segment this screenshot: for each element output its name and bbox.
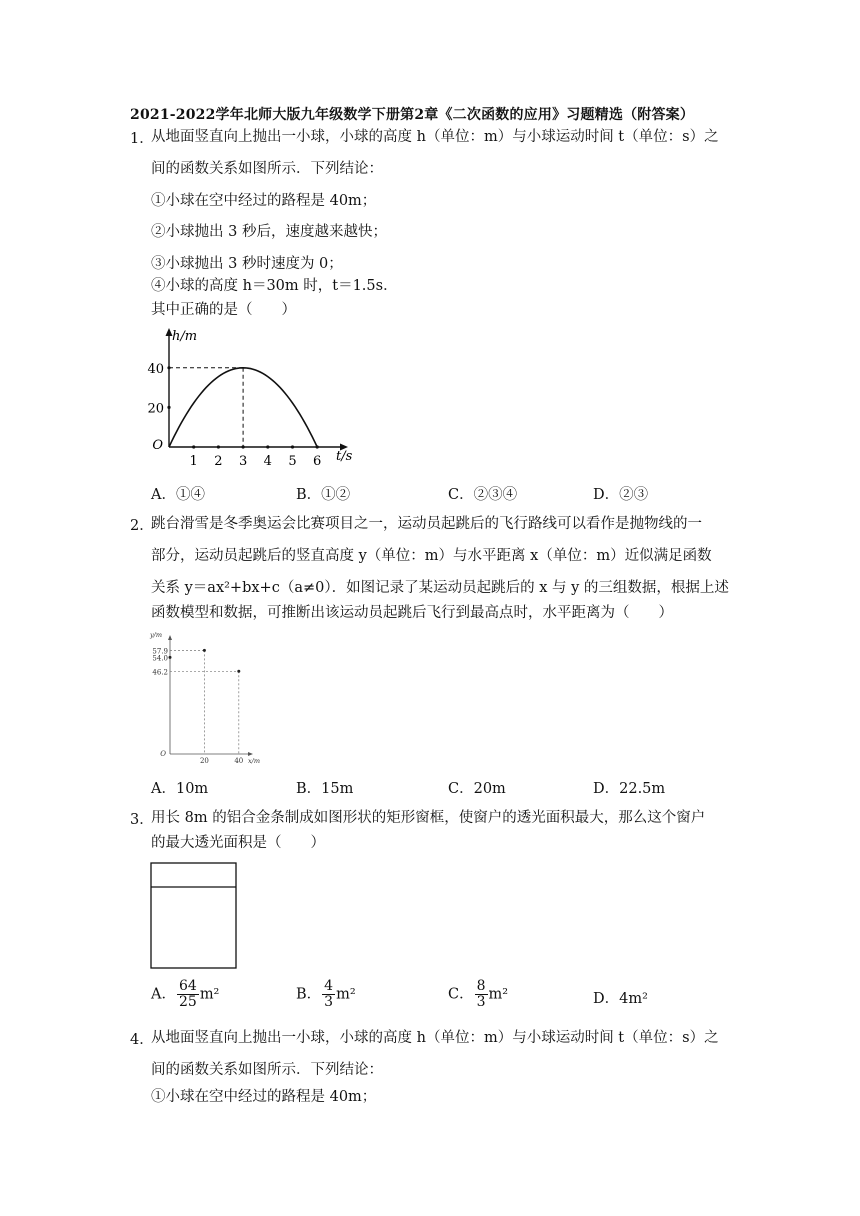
y-tick-label: 20 (147, 401, 164, 417)
y-axis-label: y/m (150, 631, 163, 639)
option-b-numerator: 4 (324, 978, 334, 994)
q2-option-d[interactable]: D．22.5m (593, 781, 666, 797)
q1-statement-2: ②小球抛出 3 秒后，速度越来越快； (151, 224, 387, 240)
x-tick-mark (192, 445, 195, 448)
q3-option-d[interactable] (593, 987, 648, 1008)
option-a-fraction (177, 979, 199, 1010)
origin-label: O (160, 750, 166, 758)
q3-stem-line2: 的最大透光面积是（ ） (151, 835, 325, 851)
y-tick-label: 54.0 (152, 654, 168, 663)
x-tick-mark (242, 445, 245, 448)
option-c-denominator: 3 (476, 994, 486, 1010)
q2-stem-line2: 部分，运动员起跳后的竖直高度 y（单位：m）与水平距离 x（单位：m）近似满足函数 (151, 548, 712, 564)
data-point (203, 649, 206, 652)
q4-statement-1: ①小球在空中经过的路程是 40m； (151, 1089, 377, 1105)
x-tick-mark (217, 445, 220, 448)
y-tick-label: 46.2 (152, 668, 168, 677)
q3-option-a[interactable] (151, 979, 219, 1010)
q1-statement-1: ①小球在空中经过的路程是 40m； (151, 193, 377, 209)
q3-option-b[interactable] (296, 979, 356, 1010)
q2-stem-line3: 关系 y＝ax²+bx+c（a≠0）．如图记录了某运动员起跳后的 x 与 y 的三组数据，根据上述 (151, 580, 729, 596)
option-d-label: D． (593, 991, 620, 1007)
data-point (169, 656, 172, 659)
q1-statement-4: ④小球的高度 h＝30m 时，t＝1.5s． (151, 278, 398, 294)
option-b-denominator: 3 (324, 994, 334, 1010)
y-tick-mark (167, 406, 170, 409)
x-axis-label: t/s (336, 449, 353, 464)
x-tick-mark (291, 445, 294, 448)
origin-label: O (152, 438, 163, 453)
q4-number: 4． (130, 1032, 154, 1048)
option-a-label: A． (151, 986, 176, 1003)
q3-option-c[interactable] (448, 979, 508, 1010)
option-b-fraction (322, 979, 335, 1010)
option-a-unit: m² (199, 986, 220, 1003)
x-tick-label: 1 (189, 454, 198, 469)
option-b-unit: m² (336, 986, 356, 1003)
q1-stem-line2: 间的函数关系如图所示．下列结论： (151, 161, 383, 177)
q1-number: 1． (130, 131, 154, 147)
q2-number: 2． (130, 518, 154, 534)
q3-stem-line1: 用长 8m 的铝合金条制成如图形状的矩形窗框，使窗户的透光面积最大，那么这个窗户 (151, 810, 706, 826)
x-tick-label: 6 (313, 454, 322, 469)
x-tick-label: 2 (214, 454, 223, 469)
x-axis-arrow (248, 752, 253, 756)
option-c-fraction (475, 979, 488, 1010)
q3-window-frame-diagram (150, 862, 238, 970)
q1-parabola-chart (140, 322, 370, 472)
x-tick-mark (266, 445, 269, 448)
option-c-unit: m² (488, 986, 509, 1003)
option-c-label: C． (448, 986, 474, 1003)
y-tick-label: 57.9 (152, 647, 168, 656)
q1-stem-line1: 从地面竖直向上抛出一小球，小球的高度 h（单位：m）与小球运动时间 t（单位：s）之 (151, 129, 719, 145)
y-tick-mark (167, 366, 170, 369)
y-axis-arrow (168, 635, 172, 640)
q2-option-a[interactable]: A．10m (151, 781, 209, 797)
option-a-numerator: 64 (178, 978, 197, 994)
q2-stem-line1: 跳台滑雪是冬季奥运会比赛项目之一，运动员起跳后的飞行路线可以看作是抛物线的一 (151, 516, 702, 532)
q2-option-c[interactable]: C．20m (448, 781, 506, 797)
q1-option-c[interactable]: C．②③④ (448, 487, 518, 503)
page-title: 2021-2022学年北师大版九年级数学下册第2章《二次函数的应用》习题精选（附答案） (130, 107, 695, 123)
option-a-denominator: 25 (178, 994, 197, 1010)
window-outer-frame (151, 863, 236, 968)
x-tick-label: 5 (288, 454, 297, 469)
option-c-numerator: 8 (476, 978, 486, 994)
data-point (237, 670, 240, 673)
q1-question: 其中正确的是（ ） (151, 302, 296, 318)
q1-option-d[interactable]: D．②③ (593, 487, 649, 503)
option-d-text: 4m² (619, 991, 648, 1007)
q2-option-b[interactable]: B．15m (296, 781, 354, 797)
q3-number: 3． (130, 812, 154, 828)
option-b-label: B． (296, 986, 322, 1003)
q4-stem-line2: 间的函数关系如图所示．下列结论： (151, 1062, 383, 1078)
q4-stem-line1: 从地面竖直向上抛出一小球，小球的高度 h（单位：m）与小球运动时间 t（单位：s）之 (151, 1030, 719, 1046)
q1-option-a[interactable]: A．①④ (151, 487, 205, 503)
q2-stem-line4: 函数模型和数据，可推断出该运动员起跳后飞行到最高点时，水平距离为（ ） (151, 605, 673, 621)
x-axis-label: x/m (248, 757, 261, 765)
q2-scatter-chart (140, 628, 270, 770)
height-curve (169, 368, 317, 447)
q1-option-b[interactable]: B．①② (296, 487, 351, 503)
y-tick-label: 40 (147, 361, 164, 377)
q1-statement-3: ③小球抛出 3 秒时速度为 0； (151, 256, 343, 272)
x-tick-label: 3 (238, 454, 248, 469)
x-tick-label: 40 (234, 757, 244, 765)
x-tick-mark (316, 445, 319, 448)
x-tick-label: 20 (199, 757, 209, 765)
y-axis-label: h/m (172, 329, 198, 344)
x-tick-label: 4 (263, 454, 272, 469)
